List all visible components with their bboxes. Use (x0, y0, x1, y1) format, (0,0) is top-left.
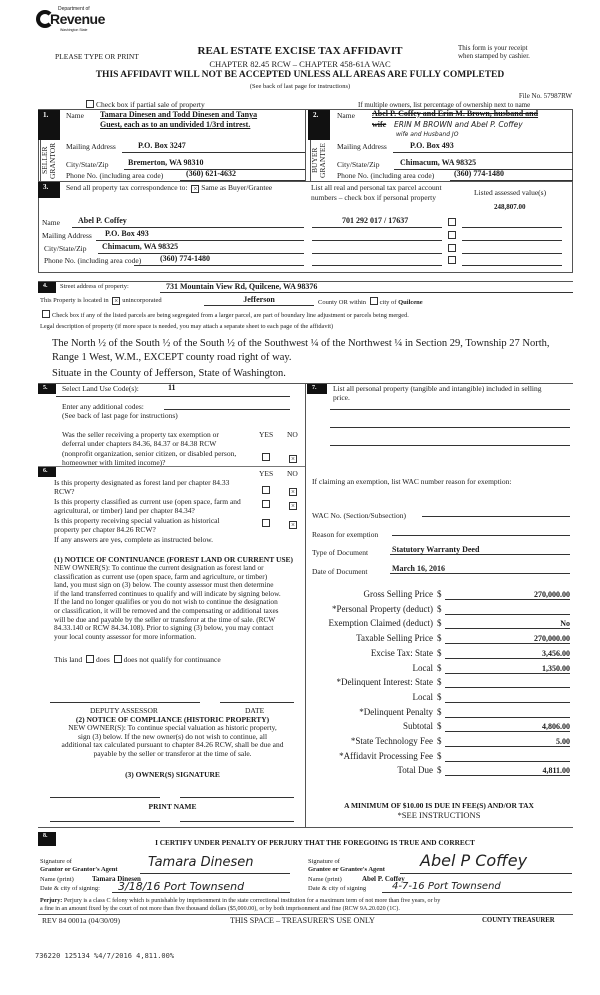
dor-logo: Department of Revenue Washington State (36, 6, 98, 42)
fee-row (303, 648, 573, 662)
fee-label: Exemption Claimed (deduct) (328, 618, 433, 629)
fee-row (303, 633, 573, 647)
text-line: land, you must sign on (3) below. The county assessor must then determine (54, 580, 274, 590)
currency-sign: $ (437, 618, 442, 629)
seller-name: Tamara Dinesen and Todd Dinesen and Tanya (100, 110, 258, 119)
forest-no-checkbox[interactable]: × (287, 486, 299, 496)
personal-property-checkbox[interactable] (446, 256, 458, 265)
document-type: Statutory Warranty Deed (392, 545, 480, 554)
not-qualifies-checkbox[interactable] (114, 655, 122, 663)
land-use-code: 11 (168, 383, 176, 392)
corr-city: Chimacum, WA 98325 (102, 242, 179, 251)
exempt-yes-checkbox[interactable] (260, 453, 272, 462)
partial-sale-checkbox[interactable]: Check box if partial sale of property (84, 100, 205, 109)
form-chapter: CHAPTER 82.45 RCW – CHAPTER 458-61A WAC (209, 59, 391, 69)
text-line: NEW OWNER(S): To continue the current designation as forest land or (54, 563, 264, 572)
buyer-city: Chimacum, WA 98325 (400, 158, 477, 167)
city: Quilcene (398, 299, 423, 306)
notice-compliance-text (40, 724, 305, 758)
currency-sign: $ (437, 647, 442, 658)
fee-label: Taxable Selling Price (356, 633, 433, 644)
assessed-value: 248,807.00 (494, 203, 526, 211)
grantee-name: Abel P. Coffey (362, 875, 405, 883)
fee-row (303, 765, 573, 779)
currency-sign: $ (437, 736, 442, 746)
grantor-date-city: 3/18/16 Port Townsend (118, 880, 245, 893)
currency-sign: $ (437, 765, 442, 776)
type-or-print: PLEASE TYPE OR PRINT (55, 52, 139, 61)
corr-mailing: P.O. Box 493 (105, 229, 149, 238)
text-line: classification as current use (open space, farm and agriculture, or timber) (54, 571, 268, 581)
fee-row (303, 663, 573, 677)
notice-continuance-text (54, 564, 281, 641)
fee-value: 4,806.00 (445, 722, 570, 732)
exempt-no-checkbox[interactable]: × (287, 453, 299, 463)
fee-value: 5.00 (445, 737, 570, 747)
personal-property-checkbox[interactable] (446, 231, 458, 240)
currency-sign: $ (437, 603, 442, 614)
grantee-date-city: 4-7-16 Port Townsend (392, 881, 501, 892)
fee-label: Total Due (397, 765, 433, 776)
text-line: if the land transferred continues to qualify and will indicate by signing below. (54, 588, 281, 598)
personal-property-checkbox[interactable] (446, 244, 458, 253)
segregated-checkbox[interactable] (42, 310, 50, 318)
fee-value (445, 678, 570, 688)
property-address: 731 Mountain View Rd, Quilcene, WA 98376 (166, 282, 318, 291)
historic-yes-checkbox[interactable] (260, 519, 272, 528)
form-revision: REV 84 0001a (04/30/09) (42, 916, 120, 925)
currency-sign: $ (437, 706, 442, 717)
currency-sign: $ (437, 677, 442, 688)
qualifies-checkbox[interactable] (86, 655, 94, 663)
fee-label: Subtotal (402, 721, 433, 732)
same-as-buyer-checkbox[interactable]: × (191, 185, 199, 193)
historic-no-checkbox[interactable]: × (287, 519, 299, 529)
fee-label: Excise Tax: State (370, 647, 433, 658)
fee-row (303, 677, 573, 691)
seller-city: Bremerton, WA 98310 (128, 158, 204, 167)
fee-row (303, 707, 573, 721)
fee-label: Local (412, 662, 433, 673)
certify-statement: I CERTIFY UNDER PENALTY OF PERJURY THAT THE FOREGOING IS TRUE AND CORRECT (155, 838, 475, 847)
fee-row (303, 751, 573, 765)
grantor-name: Tamara Dinesen (92, 875, 141, 883)
seller-grantor-label: SELLER GRANTOR (40, 140, 60, 181)
corr-name: Abel P. Coffey (78, 216, 127, 225)
text-line: sign (3) below. If the new owner(s) do not wish to continue, all (77, 731, 268, 741)
parcel-number: 701 292 017 / 17637 (342, 216, 409, 225)
fee-value: No (445, 619, 570, 629)
form-title: REAL ESTATE EXCISE TAX AFFIDAVIT (197, 45, 403, 57)
currency-sign: $ (437, 662, 442, 673)
unincorporated-checkbox[interactable]: × (112, 297, 120, 305)
fee-value (445, 752, 570, 762)
currency-sign: $ (437, 691, 442, 702)
county: Jefferson (243, 295, 275, 304)
buyer-name-struck: Abel P. Coffey and Erin M. Brown, husband and (372, 109, 539, 118)
text-line: If the land no longer qualifies or you do not wish to continue the designation (54, 597, 278, 607)
city-checkbox[interactable] (370, 297, 378, 305)
buyer-mailing: P.O. Box 493 (410, 141, 454, 150)
corr-phone: (360) 774-1480 (160, 254, 210, 263)
fee-label: Local (412, 691, 433, 702)
document-date: March 16, 2016 (392, 564, 445, 573)
fee-value (445, 693, 570, 703)
legal-description: The North ½ of the South ½ of the South ½ of the Southwest ¼ of the Northwest ¼ in Section 29, Township 27 North, (52, 338, 550, 349)
grantee-signature: Abel P Coffey (420, 851, 528, 870)
see-back: (See back of last page for instructions) (249, 83, 351, 90)
grantor-signature: Tamara Dinesen (148, 855, 254, 870)
form-warning: THIS AFFIDAVIT WILL NOT BE ACCEPTED UNLESS ALL AREAS ARE FULLY COMPLETED (95, 70, 505, 80)
fee-value: 3,456.00 (445, 649, 570, 659)
seller-phone: (360) 621-4632 (186, 169, 236, 178)
file-number: File No. 57987RW (518, 92, 572, 100)
fee-value: 270,000.00 (445, 590, 570, 600)
fee-label: *State Technology Fee (350, 736, 433, 746)
current-use-yes-checkbox[interactable] (260, 500, 272, 509)
fee-value: 1,350.00 (445, 664, 570, 674)
forest-yes-checkbox[interactable] (260, 486, 272, 495)
buyer-phone: (360) 774-1480 (454, 169, 504, 178)
fee-label: *Personal Property (deduct) (332, 603, 433, 614)
fee-value: 270,000.00 (445, 634, 570, 644)
buyer-name-handwritten: ERIN M BROWN and Abel P. Coffey (394, 120, 523, 129)
fee-row (303, 692, 573, 706)
fee-row (303, 721, 573, 735)
fee-row (303, 736, 573, 750)
cashier-stamp: 736220 125134 %4/7/2016 4,811.00% (35, 952, 175, 960)
text-line: additional tax calculated pursuant to chapter 84.26 RCW, shall be due and (61, 740, 284, 750)
fee-value (445, 708, 570, 718)
fee-row (303, 618, 573, 632)
personal-property-checkbox[interactable] (446, 218, 458, 227)
fee-label: *Delinquent Interest: State (336, 677, 433, 688)
current-use-no-checkbox[interactable]: × (287, 500, 299, 510)
fee-value (445, 605, 570, 615)
text-line: your local county assessor for more information. (54, 631, 197, 641)
text-line: or classification, it will be removed and the compensating or additional taxes (54, 605, 279, 615)
fee-label: Gross Selling Price (363, 589, 433, 599)
fee-value: 4,811.00 (445, 766, 570, 776)
currency-sign: $ (437, 750, 442, 761)
seller-mailing: P.O. Box 3247 (138, 141, 186, 150)
fee-label: *Affidavit Processing Fee (339, 750, 433, 761)
currency-sign: $ (437, 721, 442, 732)
text-line: 84.33.140 or RCW 84.34.108). Prior to signing (3) below, you may contact (54, 623, 274, 633)
buyer-grantee-label: BUYER GRANTEE (310, 140, 330, 181)
currency-sign: $ (437, 633, 442, 644)
text-line: payable by the seller or transferor at the time of sale. (93, 748, 252, 758)
text-line: will be due and payable by the seller or transferor at the time of sale. (RCW (54, 614, 276, 624)
currency-sign: $ (437, 589, 442, 599)
fee-row (303, 589, 573, 603)
fee-label: *Delinquent Penalty (359, 706, 433, 717)
text-line: NEW OWNER(S): To continue special valuation as historic property, (68, 723, 277, 732)
fee-row (303, 604, 573, 618)
